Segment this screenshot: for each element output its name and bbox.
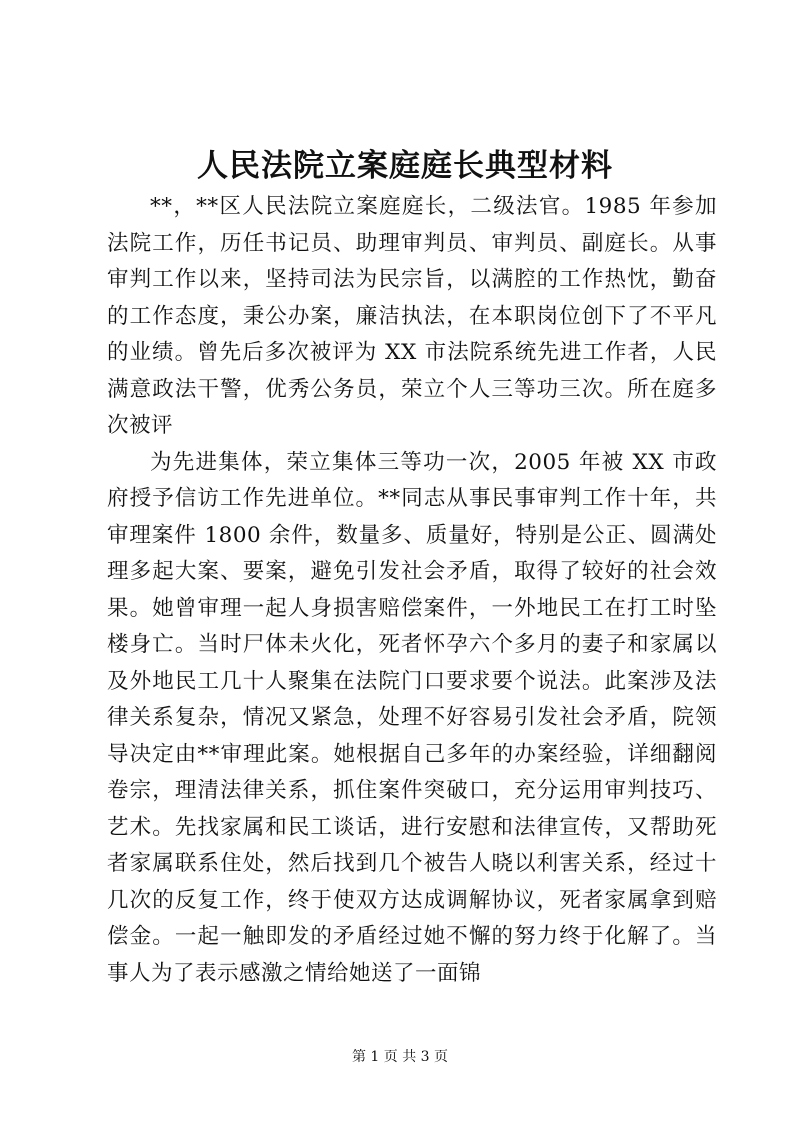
document-title: 人民法院立案庭庭长典型材料 (197, 148, 613, 184)
paragraph-2: 为先进集体，荣立集体三等功一次，2005 年被 XX 市政府授予信访工作先进单位。**同志从事民事审判工作十年，共审理案件 1800 余件，数量多、质量好，特别是公正、圆满处理多起大案、要案，避免引发社会矛盾，取得了较好的社会效果。她曾审理一起人身损害赔偿案件，一外地民工在打工时坠楼身亡。当时尸体未火化，死者怀孕六个多月的妻子和家属以及外地民工几十人聚集在法院门口要求要个说法。此案涉及法律关系复杂，情况又紧急，处理不好容易引发社会矛盾，院领导决定由**审理此案。她根据自己多年的办案经验，详细翻阅卷宗，理清法律关系，抓住案件突破口，充分运用审判技巧、艺术。先找家属和民工谈话，进行安慰和法律宣传，又帮助死者家属联系住处，然后找到几个被告人晓以利害关系，经过十几次的反复工作，终于使双方达成调解协议，死者家属拿到赔偿金。一起一触即发的矛盾经过她不懈的努力终于化解了。当事人为了表示感激之情给她送了一面锦 (107, 449, 717, 986)
page-footer: 第 1 页 共 3 页 (351, 1049, 449, 1065)
paragraph-1: **，**区人民法院立案庭庭长，二级法官。1985 年参加法院工作，历任书记员、助理审判员、审判员、副庭长。从事审判工作以来，坚持司法为民宗旨，以满腔的工作热忱，勤奋的工作态度，秉公办案，廉洁执法，在本职岗位创下了不平凡的业绩。曾先后多次被评为 XX 市法院系统先进工作者，人民满意政法干警，优秀公务员，荣立个人三等功三次。所在庭多次被评 (107, 194, 717, 438)
document-body (107, 189, 717, 992)
